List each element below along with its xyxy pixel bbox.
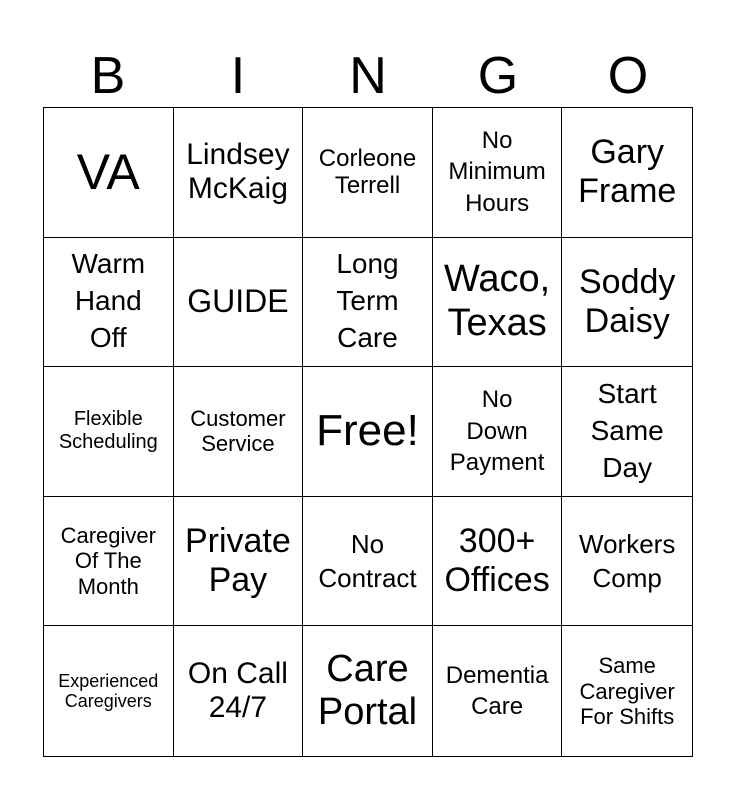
bingo-header [43,44,693,108]
header-letter-i: I [230,47,246,105]
header-letter-n: N [349,47,387,105]
bingo-cell-text: Caregiver Of The Month [60,523,156,599]
header-letter-b: B [90,47,126,105]
bingo-cell-text: Private Pay [184,522,291,600]
header-letter-g: G [477,47,519,105]
bingo-cell-text: VA [76,143,140,200]
bingo-cell-text: Dementia Care [445,661,549,721]
bingo-cell-text: Waco, Texas [443,258,551,344]
bingo-board [43,107,693,757]
bingo-cell-text: Same Caregiver For Shifts [579,653,675,729]
bingo-cell[interactable] [433,238,563,368]
bingo-cell[interactable] [303,626,433,756]
bingo-cell[interactable] [44,497,174,627]
bingo-cell-text: Experienced Caregivers [58,670,159,712]
bingo-cell[interactable] [303,108,433,238]
bingo-cell[interactable] [174,626,304,756]
bingo-cell-text: Long Term Care [336,248,399,354]
bingo-cell-text: Gary Frame [578,133,677,211]
bingo-cell[interactable] [44,108,174,238]
bingo-cell-text: On Call 24/7 [187,656,288,725]
bingo-cell[interactable] [44,238,174,368]
bingo-cell-text: No Contract [318,528,417,594]
bingo-cell-text: Start Same Day [590,378,664,483]
bingo-cell[interactable] [303,497,433,627]
bingo-cell[interactable] [562,108,692,238]
bingo-cell-text: Lindsey McKaig [186,137,290,206]
bingo-cell[interactable] [174,367,304,497]
header-letter-o: O [607,47,649,105]
bingo-cell[interactable] [433,367,563,497]
bingo-cell-text: No Down Payment [449,385,545,477]
bingo-cell[interactable] [44,626,174,756]
bingo-cell-text: Workers Comp [579,528,676,594]
bingo-cell-text: Corleone Terrell [318,144,417,200]
bingo-cell-text: Soddy Daisy [578,262,676,340]
bingo-cell[interactable] [562,367,692,497]
bingo-cell[interactable] [174,238,304,368]
bingo-cell-text: Care Portal [317,647,418,734]
bingo-cell[interactable] [303,238,433,368]
bingo-cell-text: GUIDE [187,283,289,320]
bingo-cell[interactable] [562,238,692,368]
bingo-cell-text: Customer Service [190,406,286,457]
bingo-cell[interactable] [562,626,692,756]
bingo-cell-text: Warm Hand Off [71,248,146,354]
bingo-cell[interactable] [174,497,304,627]
bingo-cell[interactable] [174,108,304,238]
bingo-cell[interactable] [433,497,563,627]
bingo-cell[interactable] [44,367,174,497]
bingo-cell[interactable] [433,626,563,756]
bingo-cell-text: 300+ Offices [444,522,550,600]
bingo-cell[interactable] [433,108,563,238]
bingo-cell[interactable] [303,367,433,497]
bingo-cell-text: Free! [316,406,419,456]
bingo-cell[interactable] [562,497,692,627]
bingo-cell-text: No Minimum Hours [448,126,546,218]
bingo-cell-text: Flexible Scheduling [58,408,158,454]
